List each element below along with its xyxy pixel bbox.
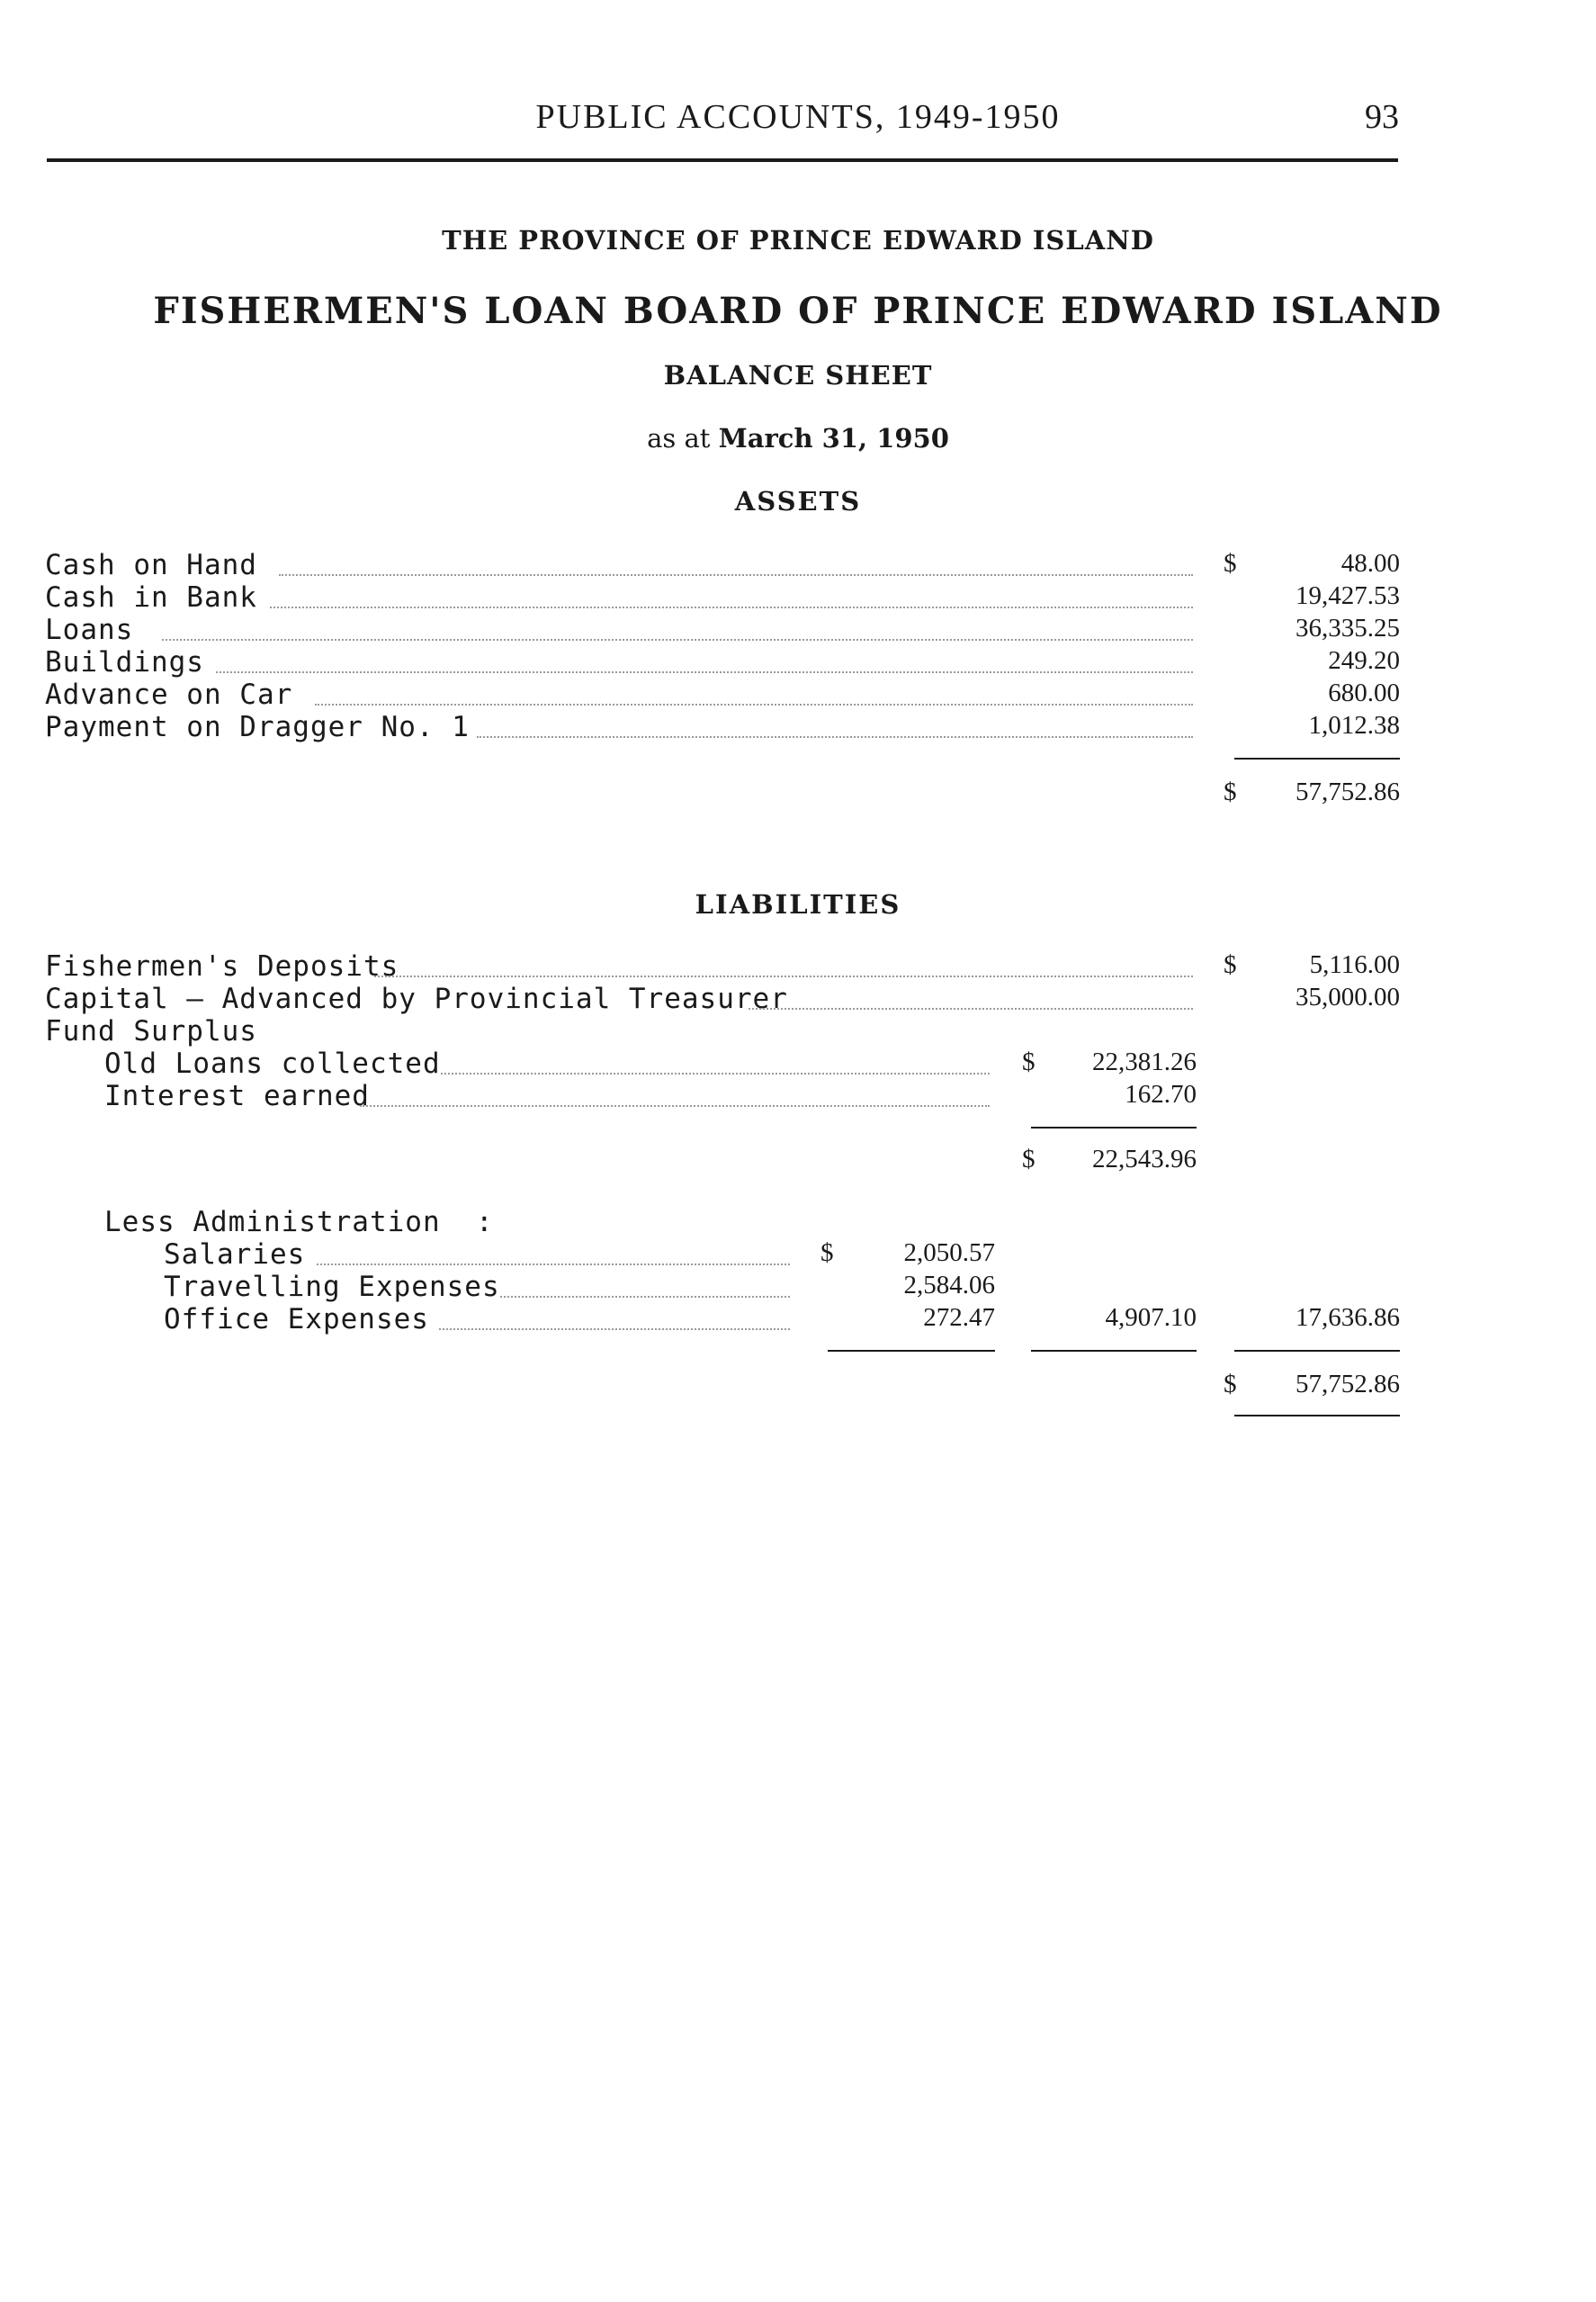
asset-label: Cash on Hand [45,549,257,581]
admin-item-label: Office Expenses [164,1303,429,1335]
leader-dots [270,607,1193,608]
running-head: PUBLIC ACCOUNTS, 1949-1950 [535,98,1061,136]
leader-dots [216,671,1193,673]
surplus-item-amount: 22,381.26 [1092,1048,1197,1076]
surplus-item-label: Old Loans collected [104,1048,441,1080]
date-value: March 31, 1950 [718,423,949,454]
surplus-item-label: Interest earned [104,1080,370,1112]
date-prefix: as at [647,423,711,454]
header-rule [47,158,1398,162]
currency-sign: $ [1224,950,1237,979]
admin-item-label: Salaries [164,1238,306,1271]
asset-label: Advance on Car [45,679,293,711]
assets-total: 57,752.86 [1296,778,1400,806]
leader-dots [279,574,1193,576]
asset-label: Buildings [45,646,204,679]
net-surplus-rule [1234,1350,1400,1352]
liabilities-heading: LIABILITIES [695,889,901,920]
asset-amount: 19,427.53 [1296,581,1400,610]
statement-date [0,423,1596,454]
subtotal-rule [1031,1127,1197,1129]
admin-item-amount: 2,584.06 [903,1271,995,1299]
leader-dots [500,1296,790,1298]
currency-sign: $ [1022,1048,1036,1076]
board-title: FISHERMEN'S LOAN BOARD OF PRINCE EDWARD ISLAND [153,290,1443,332]
fund-surplus-label: Fund Surplus [45,1015,257,1048]
currency-sign: $ [1224,1370,1237,1398]
province-title: THE PROVINCE OF PRINCE EDWARD ISLAND [442,225,1154,256]
asset-amount: 48.00 [1340,549,1400,578]
surplus-item-amount: 162.70 [1125,1080,1197,1109]
asset-amount: 680.00 [1328,679,1400,707]
administration-label: Less Administration : [104,1206,494,1238]
deposits-amount: 5,116.00 [1309,950,1400,979]
leader-dots [441,1073,990,1075]
statement-title: BALANCE SHEET [663,360,933,391]
leader-dots [360,1105,990,1107]
admin-item-amount: 2,050.57 [903,1238,995,1267]
asset-amount: 36,335.25 [1296,614,1400,643]
net-surplus-amount: 17,636.86 [1296,1303,1400,1332]
final-rule [1234,1415,1400,1416]
currency-sign: $ [1224,778,1237,806]
currency-sign: $ [1022,1145,1036,1173]
leader-dots [162,639,1193,641]
admin-total-rule [1031,1350,1197,1352]
currency-sign: $ [820,1238,834,1267]
asset-amount: 249.20 [1328,646,1400,675]
leader-dots [317,1263,790,1265]
deposits-label: Fishermen's Deposits [45,950,399,983]
leader-dots [315,704,1193,706]
total-rule [1234,758,1400,760]
leader-dots [749,1008,1193,1010]
leader-dots [477,736,1193,738]
liabilities-total: 57,752.86 [1296,1370,1400,1398]
assets-heading: ASSETS [734,486,862,517]
page-number: 93 [1365,98,1399,136]
leader-dots [439,1328,790,1330]
asset-label: Loans [45,614,134,646]
currency-sign: $ [1224,549,1237,578]
admin-column-rule [828,1350,995,1352]
capital-amount: 35,000.00 [1296,983,1400,1012]
asset-label: Payment on Dragger No. 1 [45,711,470,743]
asset-label: Cash in Bank [45,581,257,614]
admin-item-amount: 272.47 [923,1303,995,1332]
capital-label: Capital — Advanced by Provincial Treasurer [45,983,788,1015]
leader-dots [374,976,1193,977]
administration-total: 4,907.10 [1105,1303,1197,1332]
fund-surplus-subtotal: 22,543.96 [1092,1145,1197,1173]
asset-amount: 1,012.38 [1308,711,1400,740]
admin-item-label: Travelling Expenses [164,1271,500,1303]
